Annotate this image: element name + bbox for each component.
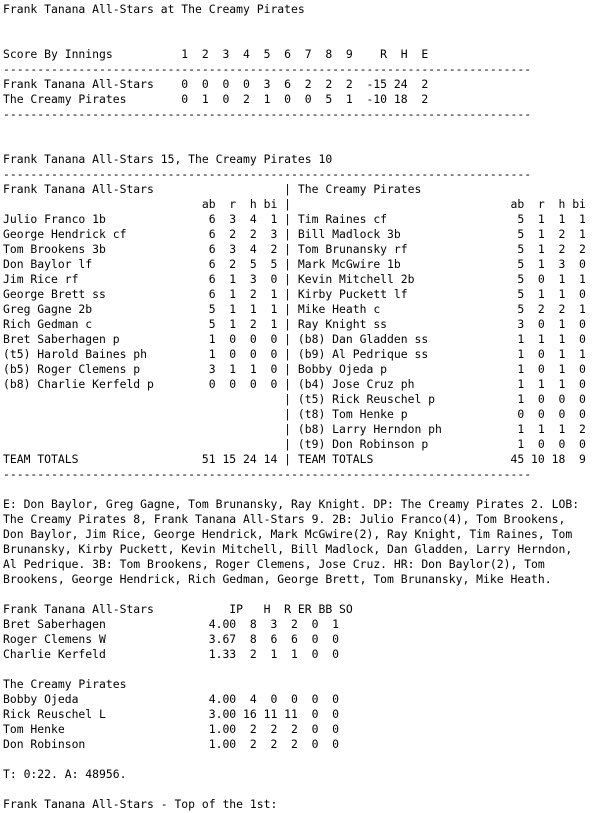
box-team-header: Frank Tanana All-Stars | The Creamy Pirates <box>3 182 422 196</box>
batting-row: | (b8) Larry Herndon ph 1 1 1 2 <box>3 422 586 436</box>
play-by-play-header: Frank Tanana All-Stars - Top of the 1st: <box>3 797 278 811</box>
blank-line <box>3 782 586 797</box>
batting-row: George Brett ss 6 1 2 1 | Kirby Puckett lf 5 1 1 0 <box>3 287 586 301</box>
pitching-header-away: Frank Tanana All-Stars IP H R ER BB SO <box>3 602 353 616</box>
blank-line <box>3 17 586 32</box>
game-title: Frank Tanana All-Stars at The Creamy Pirates <box>3 2 305 16</box>
batting-row: Greg Gagne 2b 5 1 1 1 | Mike Heath c 5 2 2 1 <box>3 302 586 316</box>
game-info: T: 0:22. A: 48956. <box>3 767 127 781</box>
final-score: Frank Tanana All-Stars 15, The Creamy Pirates 10 <box>3 152 333 166</box>
box-rule: ----------------------------------------------------------------------------- <box>3 167 532 181</box>
game-notes-line: Brunansky, Kirby Puckett, Kevin Mitchell, Bill Madlock, Dan Gladden, Larry Herndon, <box>3 542 573 556</box>
batting-row: Rich Gedman c 5 1 2 1 | Ray Knight ss 3 0 1 0 <box>3 317 586 331</box>
batting-row: Tom Brookens 3b 6 3 4 2 | Tom Brunansky rf 5 1 2 2 <box>3 242 586 256</box>
batting-row: (t5) Harold Baines ph 1 0 0 0 | (b9) Al Pedrique ss 1 0 1 1 <box>3 347 586 361</box>
pitching-row: Charlie Kerfeld 1.33 2 1 1 0 0 <box>3 647 340 661</box>
box-rule: ----------------------------------------------------------------------------- <box>3 467 532 481</box>
blank-line <box>3 587 586 602</box>
linescore-rule: ----------------------------------------------------------------------------- <box>3 62 532 76</box>
linescore-row-away: Frank Tanana All-Stars 0 0 0 0 3 6 2 2 2 -15 24 2 <box>3 77 429 91</box>
batting-row: Jim Rice rf 6 1 3 0 | Kevin Mitchell 2b 5 0 1 1 <box>3 272 586 286</box>
game-notes-line: Brookens, George Hendrick, Rich Gedman, George Brett, Tom Brunansky, Mike Heath. <box>3 572 552 586</box>
blank-line <box>3 752 586 767</box>
linescore-row-home: The Creamy Pirates 0 1 0 2 1 0 0 5 1 -10 18 2 <box>3 92 429 106</box>
box-column-header: ab r h bi | ab r h bi <box>3 197 586 211</box>
batting-row: Don Baylor lf 6 2 5 5 | Mark McGwire 1b 5 1 3 0 <box>3 257 586 271</box>
batting-row: Julio Franco 1b 6 3 4 1 | Tim Raines cf 5 1 1 1 <box>3 212 586 226</box>
batting-row: (b5) Roger Clemens p 3 1 1 0 | Bobby Ojeda p 1 0 1 0 <box>3 362 586 376</box>
team-totals-row: TEAM TOTALS 51 15 24 14 | TEAM TOTALS 45 10 18 9 <box>3 452 586 466</box>
pitching-header-home: The Creamy Pirates <box>3 677 127 691</box>
pitching-row: Rick Reuschel L 3.00 16 11 11 0 0 <box>3 707 340 721</box>
blank-line <box>3 122 586 137</box>
batting-row: Bret Saberhagen p 1 0 0 0 | (b8) Dan Gladden ss 1 1 1 0 <box>3 332 586 346</box>
batting-row: (b8) Charlie Kerfeld p 0 0 0 0 | (b4) Jose Cruz ph 1 1 1 0 <box>3 377 586 391</box>
pitching-row: Tom Henke 1.00 2 2 2 0 0 <box>3 722 340 736</box>
blank-line <box>3 137 586 152</box>
batting-row: | (t8) Tom Henke p 0 0 0 0 <box>3 407 586 421</box>
linescore-header: Score By Innings 1 2 3 4 5 6 7 8 9 R H E <box>3 47 429 61</box>
pitching-row: Roger Clemens W 3.67 8 6 6 0 0 <box>3 632 340 646</box>
game-notes-line: E: Don Baylor, Greg Gagne, Tom Brunansky, Ray Knight. DP: The Creamy Pirates 2. LOB: <box>3 497 580 511</box>
game-notes-line: Don Baylor, Jim Rice, George Hendrick, Mark McGwire(2), Ray Knight, Tim Raines, Tom <box>3 527 573 541</box>
box-score-document <box>3 2 586 812</box>
linescore-rule: ----------------------------------------------------------------------------- <box>3 107 532 121</box>
game-notes-line: The Creamy Pirates 8, Frank Tanana All-Stars 9. 2B: Julio Franco(4), Tom Brookens, <box>3 512 566 526</box>
blank-line <box>3 482 586 497</box>
batting-row: | (t5) Rick Reuschel p 1 0 0 0 <box>3 392 586 406</box>
blank-line <box>3 662 586 677</box>
pitching-row: Bret Saberhagen 4.00 8 3 2 0 1 <box>3 617 340 631</box>
pitching-row: Don Robinson 1.00 2 2 2 0 0 <box>3 737 340 751</box>
game-notes-line: Al Pedrique. 3B: Tom Brookens, Roger Clemens, Jose Cruz. HR: Don Baylor(2), Tom <box>3 557 545 571</box>
batting-row: George Hendrick cf 6 2 2 3 | Bill Madlock 3b 5 1 2 1 <box>3 227 586 241</box>
batting-row: | (t9) Don Robinson p 1 0 0 0 <box>3 437 586 451</box>
blank-line <box>3 32 586 47</box>
pitching-row: Bobby Ojeda 4.00 4 0 0 0 0 <box>3 692 340 706</box>
